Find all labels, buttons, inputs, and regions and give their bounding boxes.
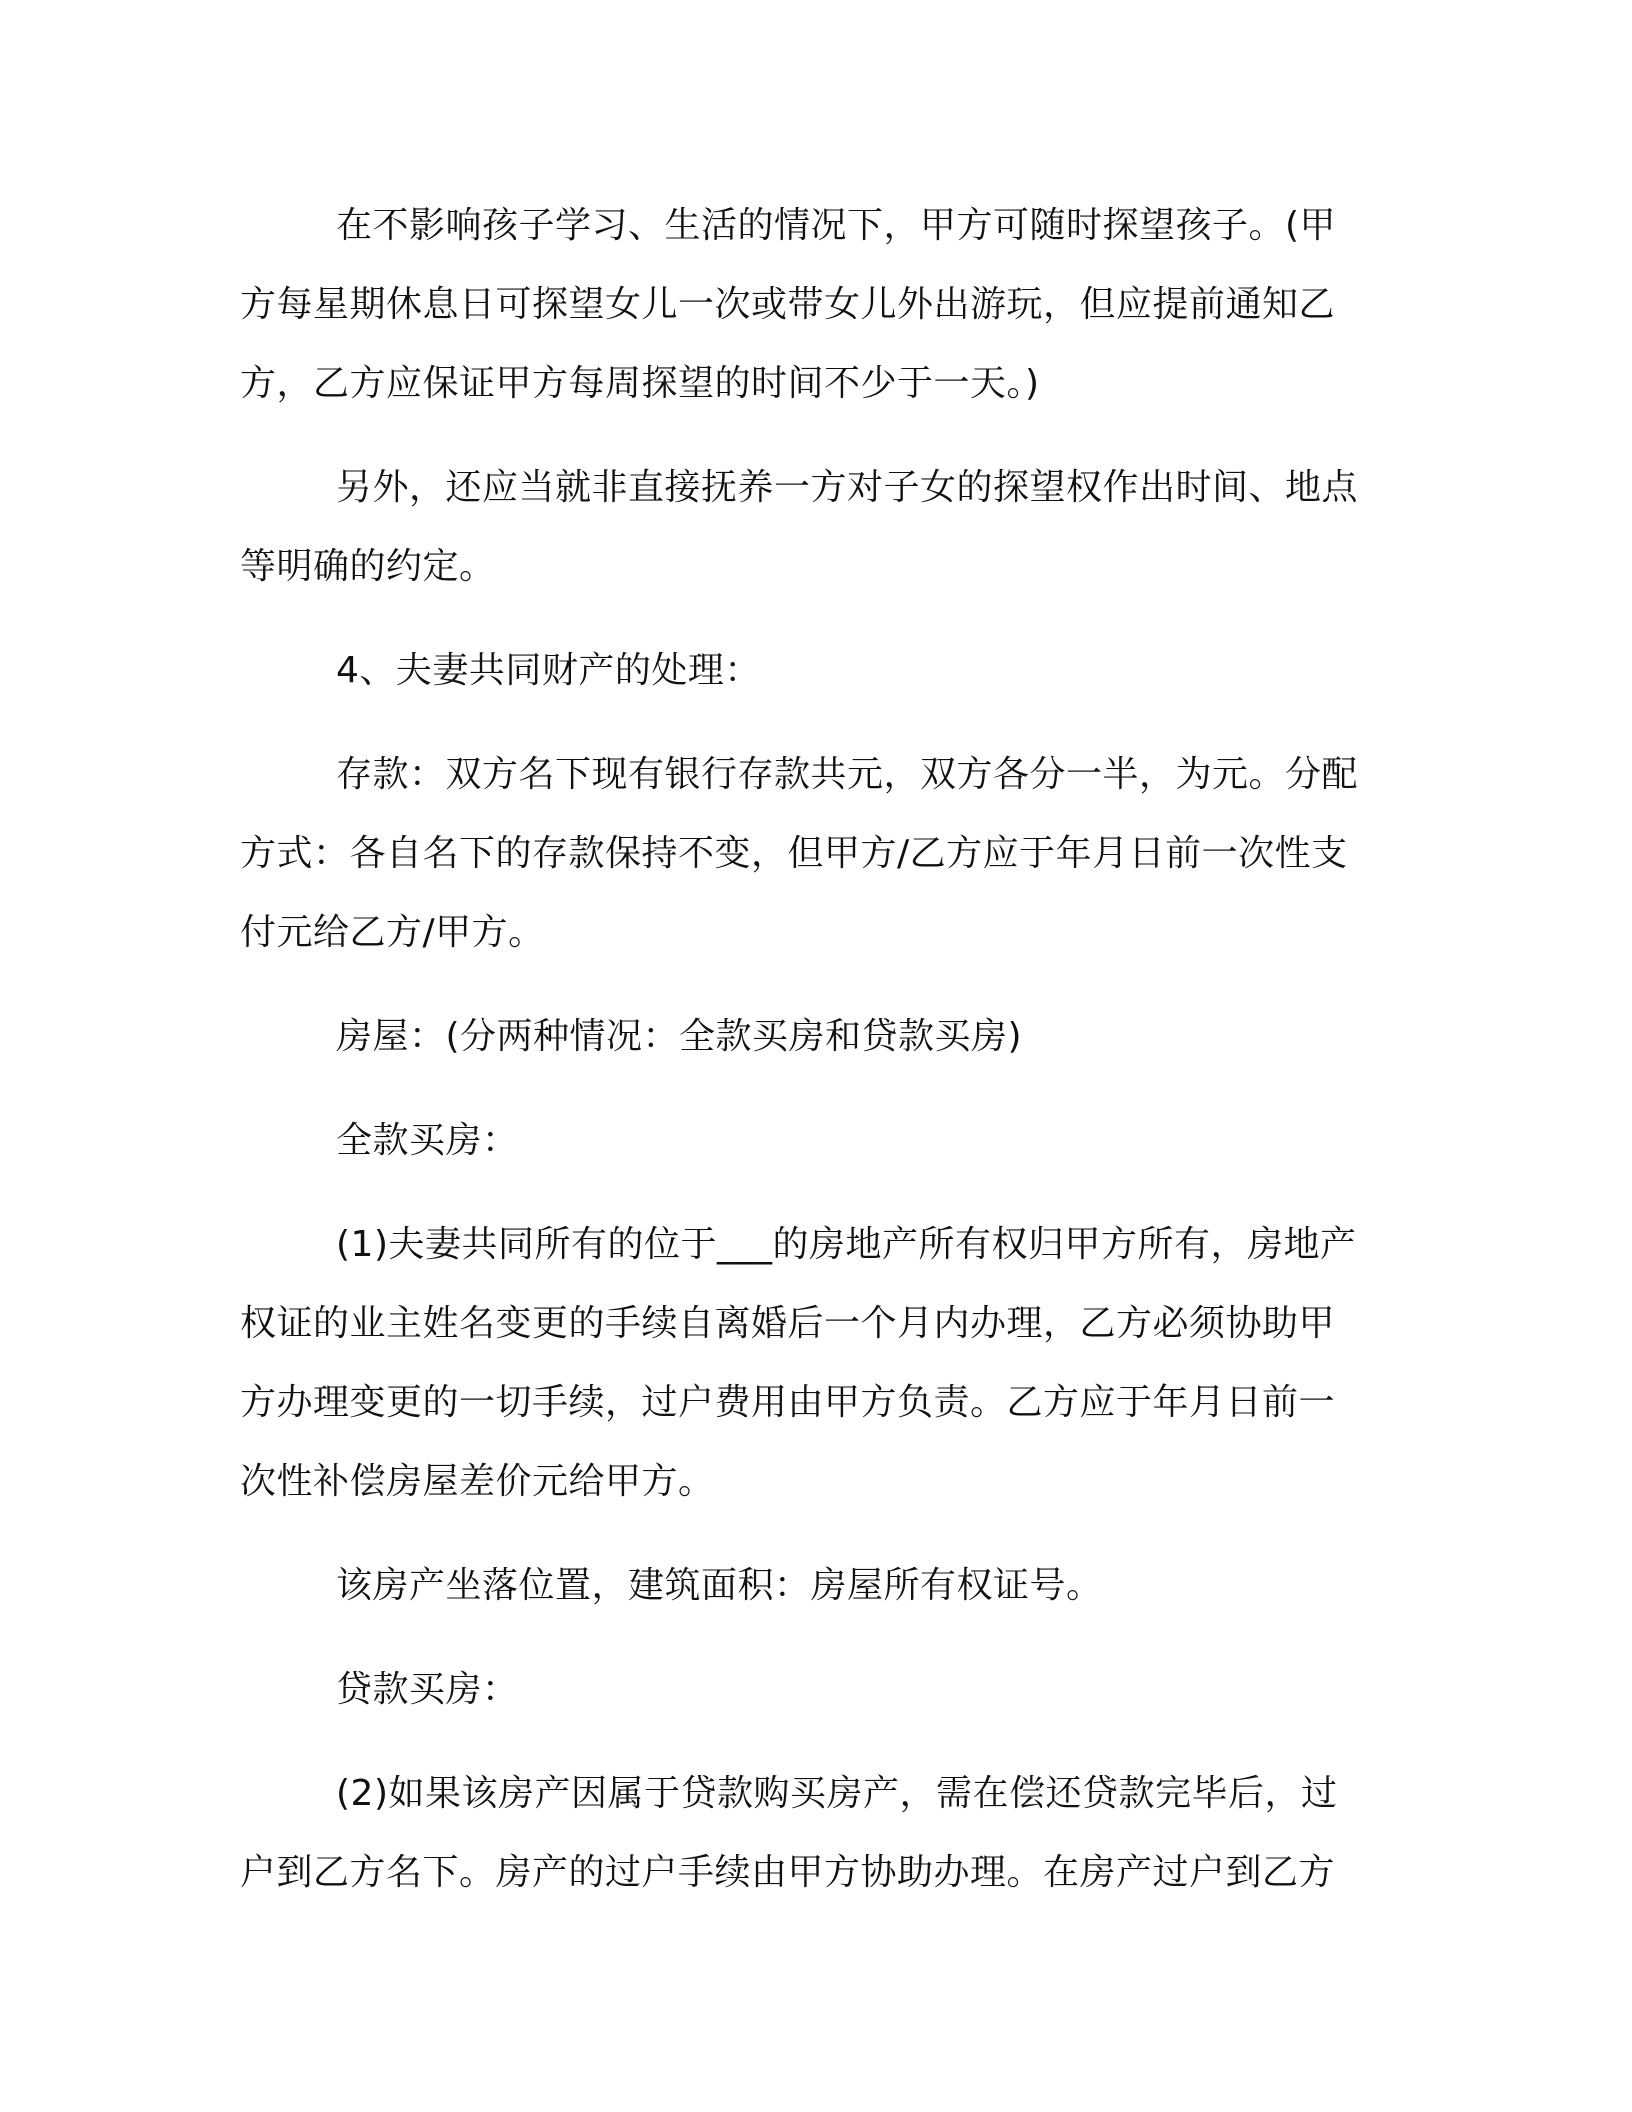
- paragraph-housing-intro: 房屋：(分两种情况：全款买房和贷款买房): [336, 1016, 1023, 1057]
- paragraph-savings: 存款：双方名下现有银行存款共元，双方各分一半，为元。分配方式：各自名下的存款保持不变，但甲方/乙方应于年月日前一次性支付元给乙方/甲方。: [240, 754, 1359, 953]
- paragraph-full-payment-clause: (1)夫妻共同所有的位于___的房地产所有权归甲方所有，房地产权证的业主姓名变更的手续自离婚后一个月内办理，乙方必须协助甲方办理变更的一切手续，过户费用由甲方负责。乙方应于年月日前一次性补偿房屋差价元给甲方。: [240, 1224, 1357, 1502]
- subheading-loan-purchase: 贷款买房：: [336, 1669, 519, 1710]
- paragraph-property-details: 该房产坐落位置，建筑面积：房屋所有权证号。: [336, 1565, 1103, 1606]
- section-heading-joint-property: 4、夫妻共同财产的处理：: [336, 650, 761, 691]
- paragraph-visitation-agreement: 另外，还应当就非直接抚养一方对子女的探望权作出时间、地点等明确的约定。: [240, 467, 1359, 587]
- document-body: [240, 186, 1370, 1937]
- paragraph-loan-purchase-clause: (2)如果该房产因属于贷款购买房产，需在偿还贷款完毕后，过户到乙方名下。房产的过户手续由甲方协助办理。在房产过户到乙方: [240, 1773, 1338, 1893]
- paragraph-visitation-rights: 在不影响孩子学习、生活的情况下，甲方可随时探望孩子。(甲方每星期休息日可探望女儿一次或带女儿外出游玩，但应提前通知乙方，乙方应保证甲方每周探望的时间不少于一天。): [240, 205, 1337, 404]
- subheading-full-payment: 全款买房：: [336, 1120, 519, 1161]
